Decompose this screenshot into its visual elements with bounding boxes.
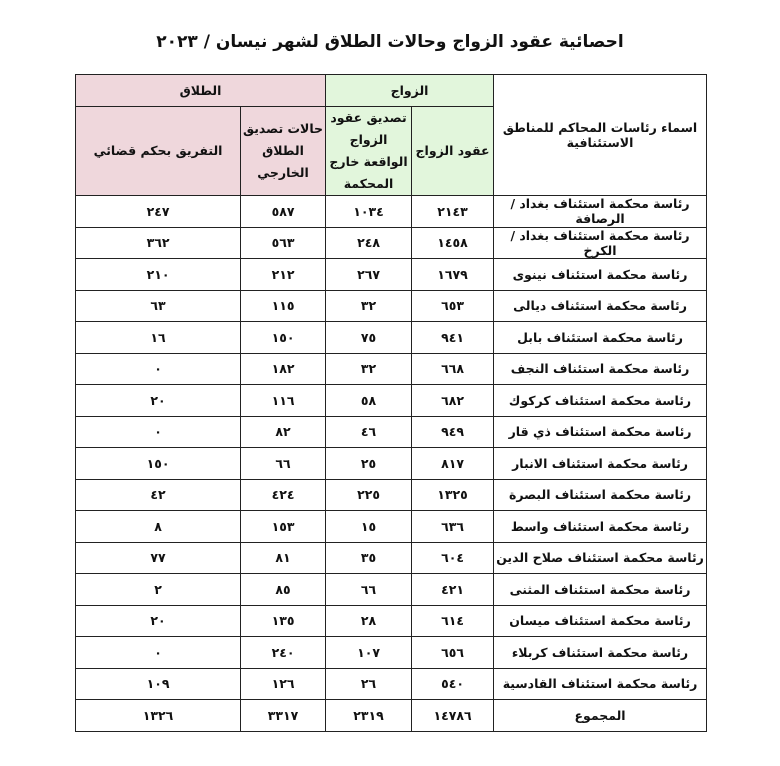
table-row: [76, 290, 707, 322]
judicial-separation-cell: ١٣٢٦: [76, 700, 241, 732]
group-header-row: [76, 75, 707, 107]
table-row: [76, 574, 707, 606]
judicial-separation-cell: ٠: [76, 353, 241, 385]
court-name-cell: رئاسة محكمة استئناف كربلاء: [494, 637, 707, 669]
divorce-validation-cell: ٨٥: [241, 574, 326, 606]
table-row: [76, 511, 707, 543]
court-name-cell: رئاسة محكمة استئناف النجف: [494, 353, 707, 385]
court-name-cell: رئاسة محكمة استئناف المثنى: [494, 574, 707, 606]
marriage-validation-header: تصديق عقود الزواج الواقعة خارج المحكمة: [326, 107, 412, 196]
marriage-validation-cell: ٢٨: [326, 605, 412, 637]
judicial-separation-cell: ٠: [76, 637, 241, 669]
marriage-validation-cell: ١٠٣٤: [326, 196, 412, 228]
marriage-contracts-cell: ١٤٧٨٦: [412, 700, 494, 732]
marriage-validation-cell: ٥٨: [326, 385, 412, 417]
judicial-separation-cell: ٢١٠: [76, 259, 241, 291]
marriage-validation-cell: ٧٥: [326, 322, 412, 354]
judicial-separation-cell: ٨: [76, 511, 241, 543]
court-name-cell: رئاسة محكمة استئناف ميسان: [494, 605, 707, 637]
marriage-contracts-cell: ٩٤٩: [412, 416, 494, 448]
table-row: [76, 385, 707, 417]
court-name-cell: رئاسة محكمة استئناف ذي قار: [494, 416, 707, 448]
marriage-validation-cell: ٢٢٥: [326, 479, 412, 511]
court-name-cell: رئاسة محكمة استئناف الانبار: [494, 448, 707, 480]
courts-name-header: اسماء رئاسات المحاكم للمناطق الاستئنافية: [494, 75, 707, 196]
marriage-contracts-cell: ٦٥٣: [412, 290, 494, 322]
judicial-separation-cell: ٢: [76, 574, 241, 606]
marriage-validation-cell: ٣٥: [326, 542, 412, 574]
marriage-validation-cell: ٣٢: [326, 353, 412, 385]
marriage-contracts-header: عقود الزواج: [412, 107, 494, 196]
total-row: [76, 700, 707, 732]
marriage-validation-cell: ٢٥: [326, 448, 412, 480]
court-name-cell: رئاسة محكمة استئناف ديالى: [494, 290, 707, 322]
court-name-cell: رئاسة محكمة استئناف القادسية: [494, 668, 707, 700]
judicial-separation-cell: ٦٣: [76, 290, 241, 322]
judicial-separation-cell: ٤٢: [76, 479, 241, 511]
table-row: [76, 416, 707, 448]
court-name-cell: رئاسة محكمة استئناف صلاح الدين: [494, 542, 707, 574]
marriage-contracts-cell: ٦٨٢: [412, 385, 494, 417]
table-row: [76, 479, 707, 511]
divorce-validation-cell: ٨١: [241, 542, 326, 574]
divorce-validation-cell: ٦٦: [241, 448, 326, 480]
divorce-validation-cell: ١١٦: [241, 385, 326, 417]
marriage-contracts-cell: ١٤٥٨: [412, 227, 494, 259]
divorce-validation-cell: ١٢٦: [241, 668, 326, 700]
marriage-validation-cell: ٢٦: [326, 668, 412, 700]
table-row: [76, 322, 707, 354]
judicial-separation-cell: ٢٠: [76, 605, 241, 637]
marriage-contracts-cell: ٢١٤٣: [412, 196, 494, 228]
court-name-cell: رئاسة محكمة استئناف كركوك: [494, 385, 707, 417]
judicial-separation-cell: ١٥٠: [76, 448, 241, 480]
divorce-validation-cell: ٢١٢: [241, 259, 326, 291]
judicial-separation-cell: ٣٦٢: [76, 227, 241, 259]
marriage-validation-cell: ٢٣١٩: [326, 700, 412, 732]
statistics-table: [75, 74, 707, 732]
judicial-separation-header: التفريق بحكم قضائي: [76, 107, 241, 196]
marriage-validation-cell: ٣٢: [326, 290, 412, 322]
total-label-cell: المجموع: [494, 700, 707, 732]
judicial-separation-cell: ٢٠: [76, 385, 241, 417]
marriage-validation-cell: ١٥: [326, 511, 412, 543]
court-name-cell: رئاسة محكمة استئناف بابل: [494, 322, 707, 354]
court-name-cell: رئاسة محكمة استئناف بغداد / الكرخ: [494, 227, 707, 259]
marriage-contracts-cell: ٩٤١: [412, 322, 494, 354]
divorce-validation-cell: ٨٢: [241, 416, 326, 448]
marriage-contracts-cell: ٦٥٦: [412, 637, 494, 669]
marriage-contracts-cell: ٤٢١: [412, 574, 494, 606]
court-name-cell: رئاسة محكمة استئناف نينوى: [494, 259, 707, 291]
table-row: [76, 353, 707, 385]
court-name-cell: رئاسة محكمة استئناف بغداد / الرصافة: [494, 196, 707, 228]
divorce-validation-header: حالات تصديق الطلاق الخارجي: [241, 107, 326, 196]
marriage-validation-cell: ٢٤٨: [326, 227, 412, 259]
table-row: [76, 259, 707, 291]
judicial-separation-cell: ٧٧: [76, 542, 241, 574]
divorce-validation-cell: ٣٣١٧: [241, 700, 326, 732]
court-name-cell: رئاسة محكمة استئناف البصرة: [494, 479, 707, 511]
marriage-group-header: الزواج: [326, 75, 494, 107]
table-row: [76, 227, 707, 259]
divorce-validation-cell: ٥٦٣: [241, 227, 326, 259]
table-row: [76, 542, 707, 574]
page-title: احصائية عقود الزواج وحالات الطلاق لشهر نيسان / ٢٠٢٣: [156, 32, 624, 52]
marriage-contracts-cell: ٦٦٨: [412, 353, 494, 385]
marriage-validation-cell: ٢٦٧: [326, 259, 412, 291]
judicial-separation-cell: ٢٤٧: [76, 196, 241, 228]
table-row: [76, 637, 707, 669]
table-row: [76, 448, 707, 480]
judicial-separation-cell: ١٦: [76, 322, 241, 354]
divorce-validation-cell: ٤٢٤: [241, 479, 326, 511]
judicial-separation-cell: ٠: [76, 416, 241, 448]
table-row: [76, 668, 707, 700]
divorce-group-header: الطلاق: [76, 75, 326, 107]
divorce-validation-cell: ١٣٥: [241, 605, 326, 637]
marriage-contracts-cell: ١٣٢٥: [412, 479, 494, 511]
divorce-validation-cell: ١٥٣: [241, 511, 326, 543]
divorce-validation-cell: ١٥٠: [241, 322, 326, 354]
marriage-contracts-cell: ٨١٧: [412, 448, 494, 480]
divorce-validation-cell: ١١٥: [241, 290, 326, 322]
table-body: [76, 196, 707, 732]
divorce-validation-cell: ١٨٢: [241, 353, 326, 385]
marriage-validation-cell: ١٠٧: [326, 637, 412, 669]
judicial-separation-cell: ١٠٩: [76, 668, 241, 700]
court-name-cell: رئاسة محكمة استئناف واسط: [494, 511, 707, 543]
table-row: [76, 605, 707, 637]
marriage-contracts-cell: ٦٣٦: [412, 511, 494, 543]
marriage-validation-cell: ٤٦: [326, 416, 412, 448]
divorce-validation-cell: ٢٤٠: [241, 637, 326, 669]
table-row: [76, 196, 707, 228]
divorce-validation-cell: ٥٨٧: [241, 196, 326, 228]
marriage-contracts-cell: ٦١٤: [412, 605, 494, 637]
marriage-contracts-cell: ٦٠٤: [412, 542, 494, 574]
marriage-validation-cell: ٦٦: [326, 574, 412, 606]
marriage-contracts-cell: ٥٤٠: [412, 668, 494, 700]
marriage-contracts-cell: ١٦٧٩: [412, 259, 494, 291]
